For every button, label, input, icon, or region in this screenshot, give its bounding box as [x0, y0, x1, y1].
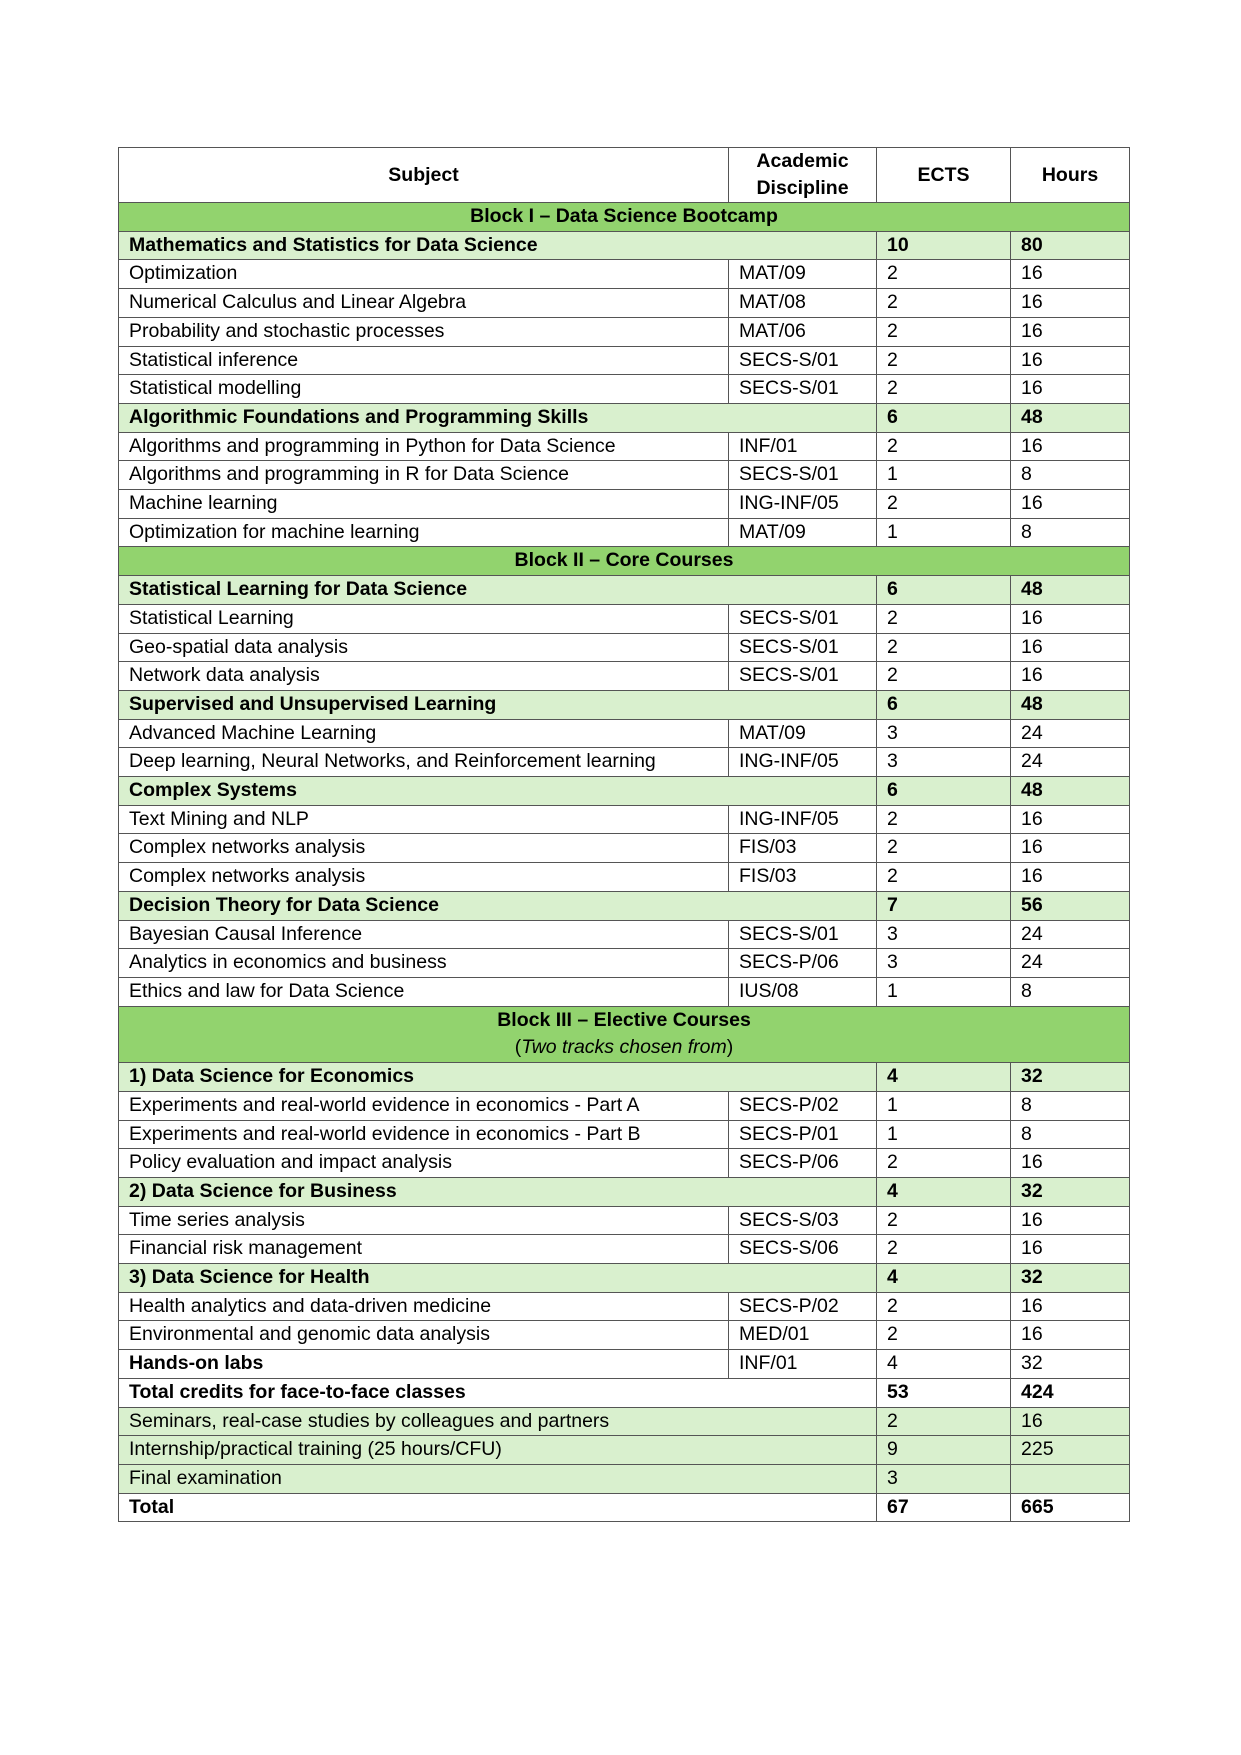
- row-hours: 32: [1011, 1177, 1130, 1206]
- table-row: [119, 490, 1130, 519]
- group-row: [119, 777, 1130, 806]
- table-row: [119, 1321, 1130, 1350]
- row-subject: Algorithms and programming in Python for Data Science: [119, 432, 729, 461]
- group-row: [119, 1264, 1130, 1293]
- row-discipline: MAT/09: [729, 719, 877, 748]
- row-ects: 4: [877, 1264, 1011, 1293]
- row-subject: Experiments and real-world evidence in economics - Part B: [119, 1120, 729, 1149]
- row-ects: 6: [877, 403, 1011, 432]
- row-subject: Internship/practical training (25 hours/CFU): [119, 1436, 877, 1465]
- table-row: [119, 1350, 1130, 1379]
- row-hours: 16: [1011, 863, 1130, 892]
- row-hours: 8: [1011, 461, 1130, 490]
- table-row: [119, 518, 1130, 547]
- table-row: [119, 920, 1130, 949]
- row-subject: 3) Data Science for Health: [119, 1264, 877, 1293]
- total-row: [119, 1378, 1130, 1407]
- row-ects: 2: [877, 1206, 1011, 1235]
- row-subject: Statistical Learning for Data Science: [119, 576, 877, 605]
- row-ects: 3: [877, 719, 1011, 748]
- row-hours: 24: [1011, 949, 1130, 978]
- row-subject: Complex networks analysis: [119, 834, 729, 863]
- row-subject: Algorithmic Foundations and Programming Skills: [119, 403, 877, 432]
- row-subject: Total credits for face-to-face classes: [119, 1378, 877, 1407]
- group-row: [119, 231, 1130, 260]
- row-subject: Mathematics and Statistics for Data Science: [119, 231, 877, 260]
- table-row: [119, 375, 1130, 404]
- row-hours: 16: [1011, 662, 1130, 691]
- row-discipline: SECS-P/02: [729, 1292, 877, 1321]
- row-subject: Policy evaluation and impact analysis: [119, 1149, 729, 1178]
- header-row: [119, 148, 1130, 203]
- table-row: [119, 748, 1130, 777]
- row-ects: 1: [877, 518, 1011, 547]
- header-ects: ECTS: [877, 148, 1011, 203]
- row-discipline: MED/01: [729, 1321, 877, 1350]
- table-row: [119, 1235, 1130, 1264]
- table-row: [119, 1149, 1130, 1178]
- row-discipline: SECS-P/01: [729, 1120, 877, 1149]
- row-hours: 16: [1011, 260, 1130, 289]
- row-ects: 2: [877, 1407, 1011, 1436]
- row-discipline: IUS/08: [729, 977, 877, 1006]
- block-title: Block II – Core Courses: [119, 547, 1130, 576]
- block-subtitle: [129, 1034, 1119, 1062]
- row-subject: Text Mining and NLP: [119, 805, 729, 834]
- row-discipline: MAT/09: [729, 260, 877, 289]
- row-ects: 1: [877, 977, 1011, 1006]
- row-ects: 2: [877, 490, 1011, 519]
- row-hours: 16: [1011, 633, 1130, 662]
- row-hours: 16: [1011, 375, 1130, 404]
- row-hours: 16: [1011, 834, 1130, 863]
- row-subject: Deep learning, Neural Networks, and Reinforcement learning: [119, 748, 729, 777]
- row-hours: 8: [1011, 1091, 1130, 1120]
- row-discipline: SECS-S/01: [729, 461, 877, 490]
- row-subject: Optimization for machine learning: [119, 518, 729, 547]
- row-hours: 16: [1011, 317, 1130, 346]
- row-ects: 9: [877, 1436, 1011, 1465]
- row-ects: 3: [877, 920, 1011, 949]
- block-title-cell: [119, 1006, 1130, 1062]
- row-ects: 4: [877, 1177, 1011, 1206]
- block-subtitle-open: (: [514, 1036, 522, 1059]
- row-subject: Probability and stochastic processes: [119, 317, 729, 346]
- table-row: [119, 719, 1130, 748]
- row-discipline: MAT/06: [729, 317, 877, 346]
- row-discipline: SECS-P/06: [729, 1149, 877, 1178]
- table-row: [119, 977, 1130, 1006]
- table-row: [119, 1120, 1130, 1149]
- row-discipline: SECS-S/01: [729, 920, 877, 949]
- row-discipline: SECS-S/03: [729, 1206, 877, 1235]
- row-ects: 2: [877, 375, 1011, 404]
- row-ects: 2: [877, 604, 1011, 633]
- row-discipline: ING-INF/05: [729, 748, 877, 777]
- header-discipline-line2: Discipline: [756, 177, 849, 199]
- row-hours: 48: [1011, 576, 1130, 605]
- table-row: [119, 289, 1130, 318]
- row-ects: 2: [877, 834, 1011, 863]
- row-discipline: ING-INF/05: [729, 805, 877, 834]
- row-subject: Decision Theory for Data Science: [119, 891, 877, 920]
- row-subject: Statistical Learning: [119, 604, 729, 633]
- row-subject: 2) Data Science for Business: [119, 1177, 877, 1206]
- row-ects: 3: [877, 949, 1011, 978]
- row-ects: 2: [877, 1292, 1011, 1321]
- block-header-row: [119, 203, 1130, 232]
- row-discipline: SECS-P/02: [729, 1091, 877, 1120]
- row-hours: 16: [1011, 432, 1130, 461]
- row-hours: 16: [1011, 805, 1130, 834]
- row-subject: Numerical Calculus and Linear Algebra: [119, 289, 729, 318]
- table-row: [119, 346, 1130, 375]
- row-hours: 24: [1011, 719, 1130, 748]
- table-row: [119, 1091, 1130, 1120]
- row-subject: Experiments and real-world evidence in economics - Part A: [119, 1091, 729, 1120]
- row-subject: Complex networks analysis: [119, 863, 729, 892]
- row-subject: Complex Systems: [119, 777, 877, 806]
- row-discipline: SECS-P/06: [729, 949, 877, 978]
- row-discipline: SECS-S/01: [729, 604, 877, 633]
- row-hours: 16: [1011, 1235, 1130, 1264]
- row-hours: 32: [1011, 1063, 1130, 1092]
- table-row: [119, 461, 1130, 490]
- row-ects: 2: [877, 317, 1011, 346]
- row-ects: 10: [877, 231, 1011, 260]
- group-row: [119, 403, 1130, 432]
- row-subject: Optimization: [119, 260, 729, 289]
- table-row: [119, 317, 1130, 346]
- row-hours: 48: [1011, 777, 1130, 806]
- table-row: [119, 863, 1130, 892]
- row-ects: 1: [877, 461, 1011, 490]
- row-discipline: INF/01: [729, 1350, 877, 1379]
- row-ects: 1: [877, 1091, 1011, 1120]
- table-row: [119, 662, 1130, 691]
- row-hours: 8: [1011, 1120, 1130, 1149]
- row-ects: 4: [877, 1063, 1011, 1092]
- row-ects: 53: [877, 1378, 1011, 1407]
- table-row: [119, 432, 1130, 461]
- row-hours: 24: [1011, 920, 1130, 949]
- row-ects: 2: [877, 1149, 1011, 1178]
- table-row: [119, 834, 1130, 863]
- row-hours: [1011, 1464, 1130, 1493]
- summary-row: [119, 1407, 1130, 1436]
- row-subject: Health analytics and data-driven medicine: [119, 1292, 729, 1321]
- header-discipline-line1: Academic: [756, 150, 849, 172]
- row-subject: Hands-on labs: [119, 1350, 729, 1379]
- row-ects: 2: [877, 432, 1011, 461]
- row-hours: 16: [1011, 490, 1130, 519]
- header-hours: Hours: [1011, 148, 1130, 203]
- group-row: [119, 1063, 1130, 1092]
- row-hours: 16: [1011, 346, 1130, 375]
- row-ects: 2: [877, 260, 1011, 289]
- row-hours: 225: [1011, 1436, 1130, 1465]
- row-subject: Environmental and genomic data analysis: [119, 1321, 729, 1350]
- total-row: [119, 1493, 1130, 1522]
- row-hours: 32: [1011, 1350, 1130, 1379]
- group-row: [119, 576, 1130, 605]
- row-discipline: FIS/03: [729, 834, 877, 863]
- row-subject: Statistical inference: [119, 346, 729, 375]
- row-discipline: SECS-S/01: [729, 375, 877, 404]
- row-discipline: MAT/09: [729, 518, 877, 547]
- summary-row: [119, 1436, 1130, 1465]
- row-hours: 424: [1011, 1378, 1130, 1407]
- row-subject: Total: [119, 1493, 877, 1522]
- row-hours: 8: [1011, 518, 1130, 547]
- row-hours: 16: [1011, 604, 1130, 633]
- row-ects: 2: [877, 633, 1011, 662]
- row-subject: Statistical modelling: [119, 375, 729, 404]
- block-title: Block III – Elective Courses: [497, 1008, 751, 1031]
- row-subject: Algorithms and programming in R for Data Science: [119, 461, 729, 490]
- row-ects: 2: [877, 1235, 1011, 1264]
- row-discipline: SECS-S/01: [729, 633, 877, 662]
- group-row: [119, 891, 1130, 920]
- block-subtitle-close: ): [726, 1036, 734, 1059]
- row-hours: 80: [1011, 231, 1130, 260]
- row-subject: Advanced Machine Learning: [119, 719, 729, 748]
- row-ects: 6: [877, 690, 1011, 719]
- row-hours: 8: [1011, 977, 1130, 1006]
- header-academic-discipline: [729, 148, 877, 203]
- row-ects: 4: [877, 1350, 1011, 1379]
- row-hours: 32: [1011, 1264, 1130, 1293]
- table-body: [119, 203, 1130, 1522]
- row-ects: 2: [877, 863, 1011, 892]
- row-subject: Supervised and Unsupervised Learning: [119, 690, 877, 719]
- row-subject: Ethics and law for Data Science: [119, 977, 729, 1006]
- row-hours: 16: [1011, 1407, 1130, 1436]
- table-row: [119, 1292, 1130, 1321]
- row-hours: 16: [1011, 289, 1130, 318]
- row-hours: 665: [1011, 1493, 1130, 1522]
- group-row: [119, 690, 1130, 719]
- row-subject: Analytics in economics and business: [119, 949, 729, 978]
- row-subject: Final examination: [119, 1464, 877, 1493]
- row-ects: 6: [877, 576, 1011, 605]
- row-discipline: SECS-S/01: [729, 662, 877, 691]
- row-ects: 2: [877, 805, 1011, 834]
- table-row: [119, 604, 1130, 633]
- row-hours: 48: [1011, 690, 1130, 719]
- row-hours: 56: [1011, 891, 1130, 920]
- row-ects: 3: [877, 748, 1011, 777]
- row-hours: 16: [1011, 1292, 1130, 1321]
- table-row: [119, 260, 1130, 289]
- row-hours: 16: [1011, 1206, 1130, 1235]
- row-subject: Seminars, real-case studies by colleagues and partners: [119, 1407, 877, 1436]
- row-ects: 1: [877, 1120, 1011, 1149]
- row-ects: 7: [877, 891, 1011, 920]
- block-header-row: [119, 1006, 1130, 1062]
- row-subject: Network data analysis: [119, 662, 729, 691]
- row-discipline: FIS/03: [729, 863, 877, 892]
- row-discipline: INF/01: [729, 432, 877, 461]
- row-discipline: SECS-S/01: [729, 346, 877, 375]
- header-subject: Subject: [119, 148, 729, 203]
- row-hours: 48: [1011, 403, 1130, 432]
- row-discipline: SECS-S/06: [729, 1235, 877, 1264]
- row-ects: 67: [877, 1493, 1011, 1522]
- summary-row: [119, 1464, 1130, 1493]
- row-discipline: ING-INF/05: [729, 490, 877, 519]
- row-discipline: MAT/08: [729, 289, 877, 318]
- table-row: [119, 1206, 1130, 1235]
- row-subject: Financial risk management: [119, 1235, 729, 1264]
- row-hours: 24: [1011, 748, 1130, 777]
- row-subject: Time series analysis: [119, 1206, 729, 1235]
- group-row: [119, 1177, 1130, 1206]
- row-hours: 16: [1011, 1321, 1130, 1350]
- row-ects: 3: [877, 1464, 1011, 1493]
- table-row: [119, 633, 1130, 662]
- row-ects: 2: [877, 1321, 1011, 1350]
- block-title: Block I – Data Science Bootcamp: [119, 203, 1130, 232]
- row-subject: Geo-spatial data analysis: [119, 633, 729, 662]
- row-ects: 2: [877, 289, 1011, 318]
- block-subtitle-text: Two tracks chosen from: [521, 1036, 727, 1059]
- curriculum-table: [118, 147, 1130, 1522]
- row-ects: 2: [877, 662, 1011, 691]
- row-ects: 6: [877, 777, 1011, 806]
- row-hours: 16: [1011, 1149, 1130, 1178]
- block-header-row: [119, 547, 1130, 576]
- row-subject: Bayesian Causal Inference: [119, 920, 729, 949]
- row-subject: Machine learning: [119, 490, 729, 519]
- table-row: [119, 805, 1130, 834]
- table-row: [119, 949, 1130, 978]
- row-subject: 1) Data Science for Economics: [119, 1063, 877, 1092]
- row-ects: 2: [877, 346, 1011, 375]
